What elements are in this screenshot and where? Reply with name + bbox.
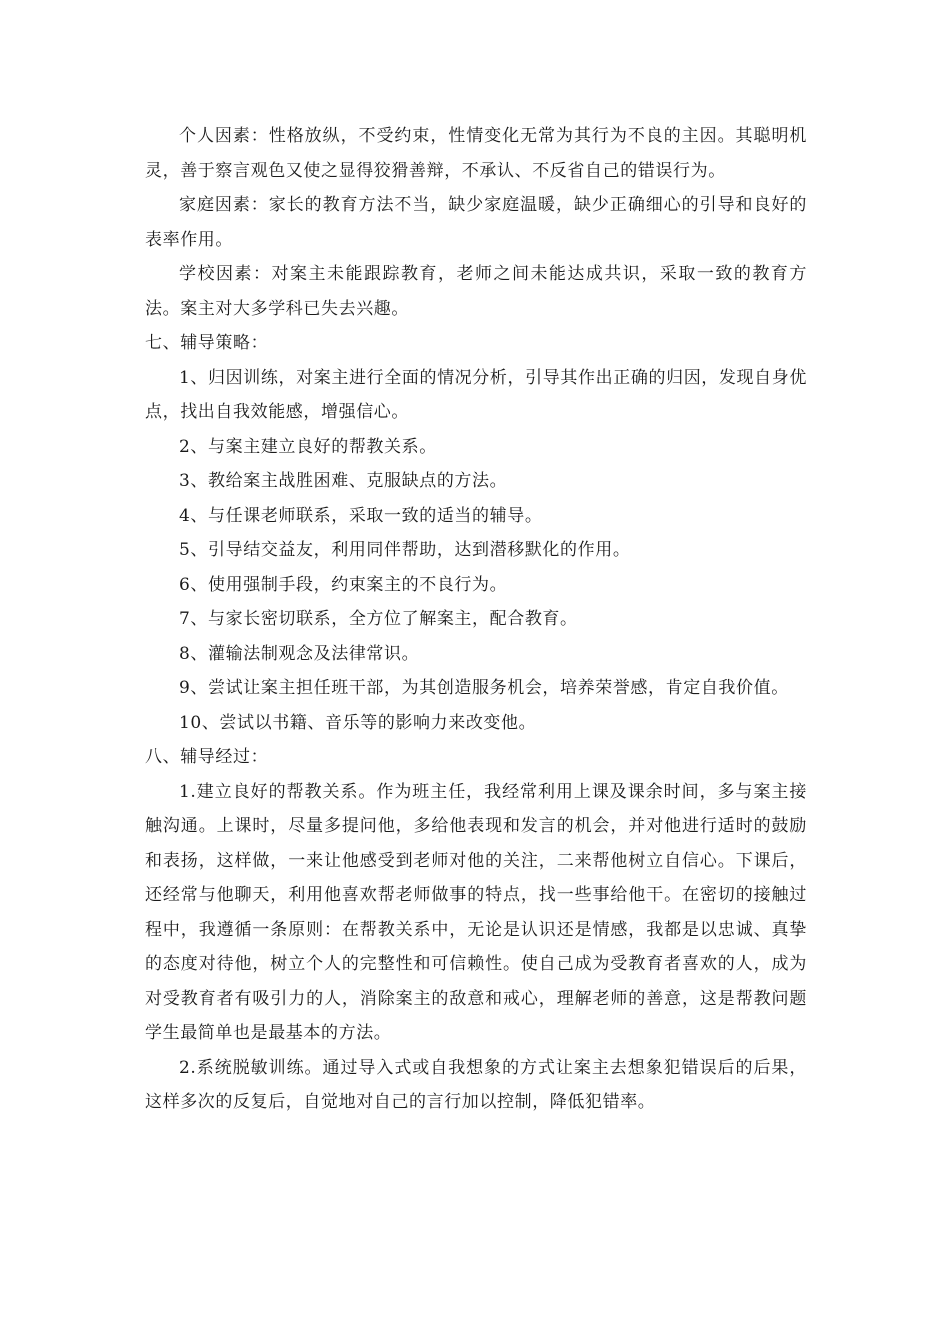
section-heading-strategy: 七、辅导策略： xyxy=(145,333,269,353)
document-body xyxy=(145,119,807,1120)
strategy-item: 5、引导结交益友，利用同伴帮助，达到潜移默化的作用。 xyxy=(179,540,631,560)
process-item: 1.建立良好的帮教关系。作为班主任，我经常利用上课及课余时间，多与案主接触沟通。上课时，尽量多提问他，多给他表现和发言的机会，并对他进行适时的鼓励和表扬，这样做，一来让他感受到老师对他的关注，二来帮他树立自信心。下课后，还经常与他聊天，利用他喜欢帮老师做事的特点，找一些事给他干。在密切的接触过程中，我遵循一条原则：在帮教关系中，无论是认识还是情感，我都是以忠诚、真挚的态度对待他，树立个人的完整性和可信赖性。使自己成为受教育者喜欢的人，成为对受教育者有吸引力的人，消除案主的敌意和戒心，理解老师的善意，这是帮教问题学生最简单也是最基本的方法。 xyxy=(145,781,807,1043)
strategy-item: 4、与任课老师联系，采取一致的适当的辅导。 xyxy=(179,505,543,526)
strategy-item: 7、与家长密切联系，全方位了解案主，配合教育。 xyxy=(179,609,578,629)
strategy-item: 3、教给案主战胜困难、克服缺点的方法。 xyxy=(179,471,508,491)
strategy-item: 8、灌输法制观念及法律常识。 xyxy=(179,643,420,664)
paragraph-personal-factors: 个人因素：性格放纵，不受约束，性情变化无常为其行为不良的主因。其聪明机灵，善于察言观色又使之显得狡猾善辩，不承认、不反省自己的错误行为。 xyxy=(145,126,807,181)
strategy-item: 10、尝试以书籍、音乐等的影响力来改变他。 xyxy=(179,712,537,733)
paragraph-school-factors: 学校因素：对案主未能跟踪教育，老师之间未能达成共识，采取一致的教育方法。案主对大多学科已失去兴趣。 xyxy=(145,264,807,319)
strategy-item: 9、尝试让案主担任班干部，为其创造服务机会，培养荣誉感，肯定自我价值。 xyxy=(179,678,789,698)
strategy-item: 6、使用强制手段，约束案主的不良行为。 xyxy=(179,574,508,595)
strategy-item: 1、归因训练，对案主进行全面的情况分析，引导其作出正确的归因，发现自身优点，找出自我效能感，增强信心。 xyxy=(145,367,807,422)
strategy-item: 2、与案主建立良好的帮教关系。 xyxy=(179,436,437,457)
process-item: 2.系统脱敏训练。通过导入式或自我想象的方式让案主去想象犯错误后的后果，这样多次的反复后，自觉地对自己的言行加以控制，降低犯错率。 xyxy=(145,1057,807,1112)
paragraph-family-factors: 家庭因素：家长的教育方法不当，缺少家庭温暖，缺少正确细心的引导和良好的表率作用。 xyxy=(145,195,807,250)
section-heading-process: 八、辅导经过： xyxy=(145,747,269,767)
